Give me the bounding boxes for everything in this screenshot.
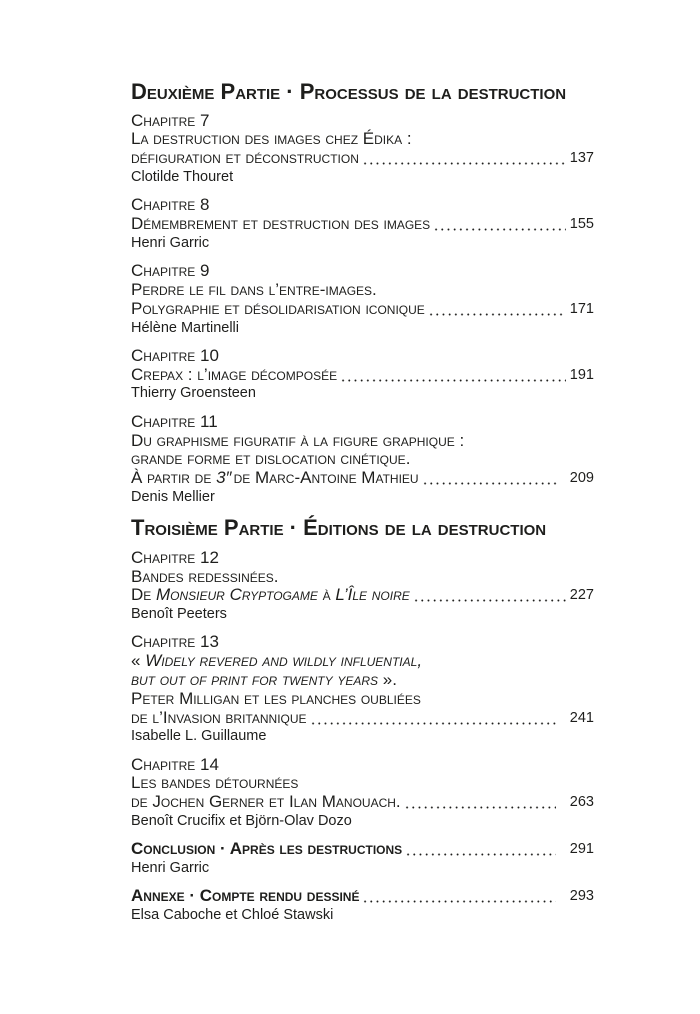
dot-leader: [433, 215, 566, 234]
dot-leader: [362, 887, 556, 906]
chapter-title-row: [131, 709, 594, 728]
title-segment: De: [131, 585, 157, 605]
italic-title-segment: L’Île noire: [335, 585, 410, 605]
chapter-title-line: grande forme et dislocation cinétique.: [131, 449, 411, 469]
section-title: Annexe · Compte rendu dessiné: [131, 886, 360, 906]
toc-entry-chapter-8: [131, 196, 594, 252]
chapter-title-line: Les bandes détournées: [131, 773, 299, 793]
chapter-author: Thierry Groensteen: [131, 385, 256, 402]
chapter-title-row: [131, 793, 594, 812]
chapter-title-line: Bandes redessinées.: [131, 566, 279, 586]
page-number: 227: [569, 587, 594, 604]
page-number: 155: [569, 216, 594, 233]
toc-entry-chapter-9: [131, 262, 594, 337]
dot-leader: [310, 709, 556, 728]
chapter-title-line: [131, 671, 594, 690]
dot-leader: [404, 793, 556, 812]
chapter-label: Chapitre 7: [131, 110, 210, 130]
chapter-title-line: Perdre le fil dans l’entre-images.: [131, 279, 377, 299]
chapter-author: Denis Mellier: [131, 488, 215, 505]
toc-entry-chapter-14: [131, 756, 594, 831]
italic-title-segment: Widely revered and wildly influential,: [145, 651, 423, 671]
page-number: 291: [569, 841, 594, 858]
dot-leader: [340, 366, 566, 385]
chapter-title-line: de Jochen Gerner et Ilan Manouach.: [131, 792, 401, 812]
chapter-title-line: Du graphisme figuratif à la figure graphique :: [131, 430, 465, 450]
title-segment: de Marc-Antoine Mathieu: [233, 468, 419, 488]
toc-entry-chapter-11: [131, 413, 594, 507]
chapter-label: Chapitre 8: [131, 195, 210, 215]
chapter-author: Clotilde Thouret: [131, 168, 234, 185]
page-number: 263: [569, 794, 594, 811]
chapter-title-line: de l’Invasion britannique: [131, 707, 307, 727]
chapter-title-line: [131, 586, 410, 605]
chapter-title-line: Démembrement et destruction des images: [131, 214, 431, 234]
page-number: 241: [569, 709, 594, 726]
section-title-row: [131, 840, 594, 859]
italic-title-segment: but out of print for twenty years: [131, 670, 379, 689]
page-number: 293: [569, 888, 594, 905]
chapter-author: Benoît Peeters: [131, 606, 227, 623]
page-number: 209: [569, 470, 594, 487]
chapter-author: Benoît Crucifix et Björn-Olav Dozo: [131, 813, 352, 830]
section-author: Elsa Caboche et Chloé Stawski: [131, 907, 334, 924]
toc-entry-annexe: [131, 887, 594, 925]
chapter-label: Chapitre 13: [131, 632, 219, 652]
chapter-label: Chapitre 12: [131, 547, 219, 567]
section-title: Conclusion · Après les destructions: [131, 839, 403, 859]
dot-leader: [362, 149, 566, 168]
italic-title-segment: Monsieur Cryptogame: [156, 585, 318, 605]
chapter-title-line: Polygraphie et désolidarisation iconique: [131, 298, 425, 318]
chapter-author: Henri Garric: [131, 234, 210, 251]
dot-leader: [405, 840, 556, 859]
toc-entry-chapter-7: [131, 112, 594, 187]
chapter-label: Chapitre 14: [131, 754, 219, 774]
title-segment: À partir de: [131, 468, 217, 488]
chapter-label: Chapitre 10: [131, 345, 219, 365]
chapter-label: Chapitre 11: [131, 411, 218, 431]
page-number: 191: [569, 366, 594, 383]
quote-mark: ».: [378, 670, 397, 689]
chapter-author: Isabelle L. Guillaume: [131, 728, 267, 745]
chapter-title-row: [131, 215, 594, 234]
page-number: 171: [569, 300, 594, 317]
chapter-title-row: [131, 366, 594, 385]
section-title-row: [131, 887, 594, 906]
section-author: Henri Garric: [131, 860, 210, 877]
chapter-title-line: [131, 652, 594, 671]
toc-entry-chapter-12: [131, 549, 594, 624]
chapter-title-line: défiguration et déconstruction: [131, 148, 359, 168]
chapter-author: Hélène Martinelli: [131, 319, 239, 336]
part-heading: Deuxième Partie · Processus de la destruction: [131, 79, 567, 104]
toc-entry-conclusion: [131, 840, 594, 878]
chapter-title-line: Crepax : l’image décomposée: [131, 364, 338, 384]
page-number: 137: [569, 150, 594, 167]
italic-title-segment: 3″: [216, 468, 232, 488]
toc-entry-chapter-13: [131, 633, 594, 746]
chapter-title-line: Peter Milligan et les planches oubliées: [131, 688, 421, 708]
table-of-contents: [131, 80, 594, 925]
dot-leader: [413, 586, 568, 605]
dot-leader: [422, 469, 560, 488]
chapter-title-line: [131, 469, 419, 488]
chapter-label: Chapitre 9: [131, 261, 210, 281]
toc-entry-chapter-10: [131, 347, 594, 403]
chapter-title-line: La destruction des images chez Édika :: [131, 129, 412, 149]
title-segment: à: [317, 585, 336, 605]
chapter-title-row: [131, 300, 594, 319]
quote-mark: «: [131, 651, 146, 671]
chapter-title-row: [131, 469, 594, 488]
dot-leader: [428, 300, 566, 319]
part-heading: Troisième Partie · Éditions de la destruction: [131, 515, 547, 541]
chapter-title-row: [131, 586, 594, 605]
chapter-title-row: [131, 149, 594, 168]
